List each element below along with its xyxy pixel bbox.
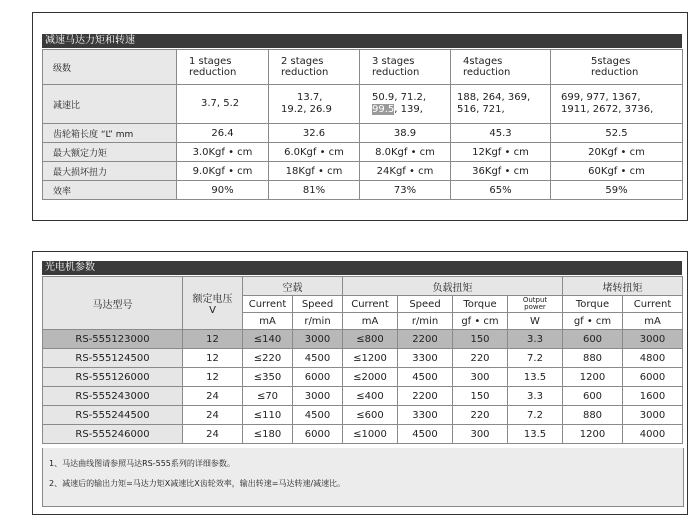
stage-cell: 5stages reduction bbox=[551, 50, 683, 85]
output-power-cell: 13.5 bbox=[508, 425, 563, 444]
max-torque-cell: 9.0Kgf • cm bbox=[177, 162, 269, 181]
load-header: 负载扭矩 bbox=[343, 277, 563, 296]
ratio-cell: 50.9, 71.2, 99.5, 139, bbox=[360, 85, 451, 124]
torque-cell: 20Kgf • cm bbox=[551, 143, 683, 162]
load-torque-cell: 300 bbox=[453, 425, 508, 444]
noload-current-cell: ≤220 bbox=[243, 349, 293, 368]
unit-cell: mA bbox=[343, 313, 398, 330]
voltage-cell: 12 bbox=[183, 349, 243, 368]
noload-speed-cell: 6000 bbox=[293, 368, 343, 387]
table-row bbox=[43, 50, 683, 85]
table-row bbox=[43, 425, 683, 444]
table-row bbox=[43, 349, 683, 368]
length-cell: 38.9 bbox=[360, 124, 451, 143]
noload-speed-cell: 4500 bbox=[293, 406, 343, 425]
unit-cell: r/min bbox=[293, 313, 343, 330]
subheader-cell: Output power bbox=[508, 296, 563, 313]
load-speed-cell: 2200 bbox=[398, 387, 453, 406]
length-cell: 52.5 bbox=[551, 124, 683, 143]
model-cell: RS-555244500 bbox=[43, 406, 183, 425]
reducer-panel bbox=[32, 12, 688, 221]
length-cell: 32.6 bbox=[269, 124, 360, 143]
torque-cell: 12Kgf • cm bbox=[451, 143, 551, 162]
unit-cell: W bbox=[508, 313, 563, 330]
stall-torque-cell: 600 bbox=[563, 330, 623, 349]
load-torque-cell: 220 bbox=[453, 349, 508, 368]
stage-label: 级数 bbox=[43, 50, 177, 85]
table-row bbox=[43, 387, 683, 406]
output-power-cell: 3.3 bbox=[508, 387, 563, 406]
noload-current-cell: ≤110 bbox=[243, 406, 293, 425]
stall-current-cell: 3000 bbox=[623, 406, 683, 425]
notes-box bbox=[42, 448, 684, 507]
noload-current-cell: ≤140 bbox=[243, 330, 293, 349]
stall-current-cell: 3000 bbox=[623, 330, 683, 349]
load-torque-cell: 150 bbox=[453, 387, 508, 406]
subheader-cell: Current bbox=[343, 296, 398, 313]
load-current-cell: ≤2000 bbox=[343, 368, 398, 387]
load-current-cell: ≤1200 bbox=[343, 349, 398, 368]
table-row bbox=[43, 143, 683, 162]
load-speed-cell: 2200 bbox=[398, 330, 453, 349]
max-torque-label: 最大损坏扭力 bbox=[43, 162, 177, 181]
stall-torque-cell: 880 bbox=[563, 406, 623, 425]
voltage-cell: 24 bbox=[183, 406, 243, 425]
noload-speed-cell: 6000 bbox=[293, 425, 343, 444]
stage-cell: 3 stages reduction bbox=[360, 50, 451, 85]
model-cell: RS-555126000 bbox=[43, 368, 183, 387]
load-current-cell: ≤1000 bbox=[343, 425, 398, 444]
load-current-cell: ≤400 bbox=[343, 387, 398, 406]
stall-current-cell: 4800 bbox=[623, 349, 683, 368]
stall-torque-cell: 880 bbox=[563, 349, 623, 368]
table-row bbox=[43, 124, 683, 143]
load-torque-cell: 150 bbox=[453, 330, 508, 349]
ratio-cell: 13.7, 19.2, 26.9 bbox=[269, 85, 360, 124]
load-torque-cell: 220 bbox=[453, 406, 508, 425]
load-speed-cell: 4500 bbox=[398, 368, 453, 387]
stall-current-cell: 1600 bbox=[623, 387, 683, 406]
motor-panel bbox=[32, 251, 688, 515]
ratio-cell: 699, 977, 1367, 1911, 2672, 3736, bbox=[551, 85, 683, 124]
output-power-cell: 7.2 bbox=[508, 406, 563, 425]
load-torque-cell: 300 bbox=[453, 368, 508, 387]
reducer-table bbox=[42, 49, 683, 200]
unit-cell: gf • cm bbox=[563, 313, 623, 330]
ratio-label: 减速比 bbox=[43, 85, 177, 124]
output-power-cell: 13.5 bbox=[508, 368, 563, 387]
noload-header: 空载 bbox=[243, 277, 343, 296]
voltage-header: 额定电压 V bbox=[183, 277, 243, 330]
unit-cell: mA bbox=[623, 313, 683, 330]
torque-cell: 3.0Kgf • cm bbox=[177, 143, 269, 162]
stall-header: 堵转扭矩 bbox=[563, 277, 683, 296]
table-row bbox=[43, 330, 683, 349]
stall-torque-cell: 600 bbox=[563, 387, 623, 406]
efficiency-cell: 73% bbox=[360, 181, 451, 200]
subheader-cell: Torque bbox=[453, 296, 508, 313]
max-torque-cell: 24Kgf • cm bbox=[360, 162, 451, 181]
noload-speed-cell: 4500 bbox=[293, 349, 343, 368]
efficiency-cell: 59% bbox=[551, 181, 683, 200]
stall-current-cell: 6000 bbox=[623, 368, 683, 387]
table-row bbox=[43, 406, 683, 425]
noload-speed-cell: 3000 bbox=[293, 387, 343, 406]
stall-current-cell: 4000 bbox=[623, 425, 683, 444]
model-header: 马达型号 bbox=[43, 277, 183, 330]
noload-current-cell: ≤180 bbox=[243, 425, 293, 444]
subheader-cell: Current bbox=[243, 296, 293, 313]
stage-cell: 4stages reduction bbox=[451, 50, 551, 85]
max-torque-cell: 18Kgf • cm bbox=[269, 162, 360, 181]
output-power-cell: 3.3 bbox=[508, 330, 563, 349]
efficiency-cell: 90% bbox=[177, 181, 269, 200]
model-cell: RS-555124500 bbox=[43, 349, 183, 368]
motor-table bbox=[42, 276, 683, 444]
efficiency-label: 效率 bbox=[43, 181, 177, 200]
load-speed-cell: 3300 bbox=[398, 349, 453, 368]
length-label: 齿轮箱长度 “L” mm bbox=[43, 124, 177, 143]
highlighted-ratio: 99.5 bbox=[372, 104, 395, 115]
output-power-cell: 7.2 bbox=[508, 349, 563, 368]
noload-current-cell: ≤350 bbox=[243, 368, 293, 387]
model-cell: RS-555243000 bbox=[43, 387, 183, 406]
torque-cell: 8.0Kgf • cm bbox=[360, 143, 451, 162]
torque-cell: 6.0Kgf • cm bbox=[269, 143, 360, 162]
efficiency-cell: 81% bbox=[269, 181, 360, 200]
efficiency-cell: 65% bbox=[451, 181, 551, 200]
voltage-cell: 12 bbox=[183, 368, 243, 387]
load-current-cell: ≤600 bbox=[343, 406, 398, 425]
model-cell: RS-555123000 bbox=[43, 330, 183, 349]
reducer-table-title: 减速马达力矩和转速 bbox=[42, 34, 682, 48]
length-cell: 26.4 bbox=[177, 124, 269, 143]
noload-speed-cell: 3000 bbox=[293, 330, 343, 349]
motor-table-title: 光电机参数 bbox=[42, 261, 682, 275]
unit-cell: mA bbox=[243, 313, 293, 330]
note-1: 1、马达曲线图请参照马达RS-555系列的详细参数。 bbox=[49, 459, 235, 468]
stage-cell: 2 stages reduction bbox=[269, 50, 360, 85]
voltage-cell: 24 bbox=[183, 425, 243, 444]
unit-cell: gf • cm bbox=[453, 313, 508, 330]
unit-cell: r/min bbox=[398, 313, 453, 330]
length-cell: 45.3 bbox=[451, 124, 551, 143]
max-torque-cell: 36Kgf • cm bbox=[451, 162, 551, 181]
voltage-cell: 12 bbox=[183, 330, 243, 349]
voltage-cell: 24 bbox=[183, 387, 243, 406]
table-row bbox=[43, 162, 683, 181]
load-speed-cell: 4500 bbox=[398, 425, 453, 444]
ratio-cell: 188, 264, 369, 516, 721, bbox=[451, 85, 551, 124]
stage-cell: 1 stages reduction bbox=[177, 50, 269, 85]
model-cell: RS-555246000 bbox=[43, 425, 183, 444]
torque-label: 最大额定力矩 bbox=[43, 143, 177, 162]
load-speed-cell: 3300 bbox=[398, 406, 453, 425]
table-row bbox=[43, 181, 683, 200]
ratio-cell: 3.7, 5.2 bbox=[177, 85, 269, 124]
noload-current-cell: ≤70 bbox=[243, 387, 293, 406]
subheader-cell: Speed bbox=[398, 296, 453, 313]
subheader-cell: Torque bbox=[563, 296, 623, 313]
subheader-cell: Current bbox=[623, 296, 683, 313]
stall-torque-cell: 1200 bbox=[563, 368, 623, 387]
load-current-cell: ≤800 bbox=[343, 330, 398, 349]
note-2: 2、减速后的输出力矩=马达力矩X减速比X齿轮效率，输出转速=马达转速/减速比。 bbox=[49, 479, 346, 488]
table-row bbox=[43, 368, 683, 387]
subheader-cell: Speed bbox=[293, 296, 343, 313]
max-torque-cell: 60Kgf • cm bbox=[551, 162, 683, 181]
header-row bbox=[43, 277, 683, 296]
stall-torque-cell: 1200 bbox=[563, 425, 623, 444]
table-row bbox=[43, 85, 683, 124]
